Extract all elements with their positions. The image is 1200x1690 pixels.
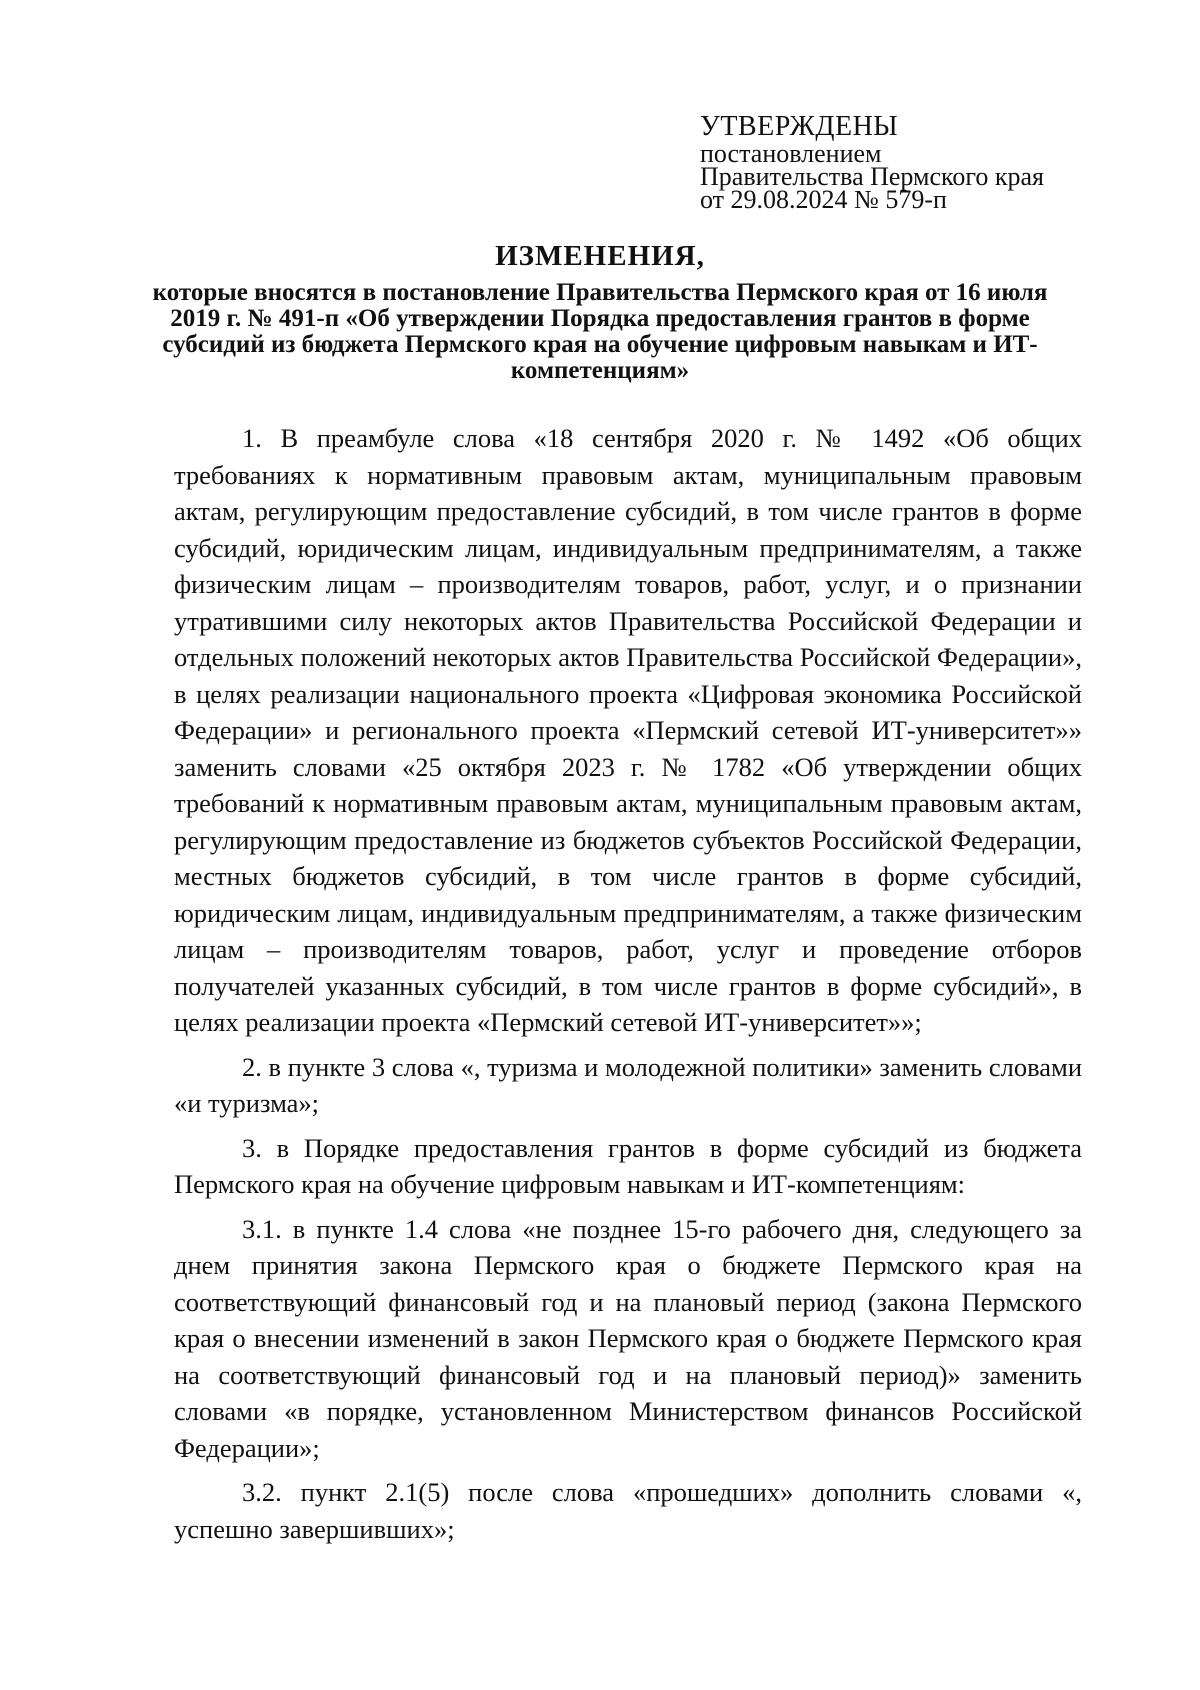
- approval-stamp: [700, 111, 1160, 214]
- document-title: ИЗМЕНЕНИЯ,: [495, 240, 705, 272]
- paragraph: 3. в Порядке предоставления грантов в форме субсидий из бюджета Пермского края на обучение цифровым навыкам и ИТ-компетенциям:: [174, 1132, 1082, 1199]
- paragraph: 3.1. в пункте 1.4 слова «не позднее 15-го рабочего дня, следующего за днем принятия закона Пермского края о бюджете Пермского края на соответствующий финансовый год и на плановый период (закона Пермского края о внесении изменений в закон Пермского края о бюджете Пермского края на соответствующий финансовый год и на плановый период)» заменить словами «в порядке, установленном Министерством финансов Российской Федерации»;: [174, 1213, 1082, 1463]
- paragraph: 2. в пункте 3 слова «, туризма и молодежной политики» заменить словами «и туризма»;: [174, 1051, 1082, 1118]
- approval-line: от 29.08.2024 № 579-п: [700, 185, 947, 214]
- paragraph: 1. В преамбуле слова «18 сентября 2020 г. № 1492 «Об общих требованиях к нормативным правовым актам, муниципальным правовым актам, регулирующим предоставление субсидий, в том числе грантов в форме субсидий, юридическим лицам, индивидуальным предпринимателям, а также физическим лицам – производителям товаров, работ, услуг, и о признании утратившими силу некоторых актов Правительства Российской Федерации и отдельных положений некоторых актов Правительства Российской Федерации», в целях реализации национального проекта «Цифровая экономика Российской Федерации» и регионального проекта «Пермский сетевой ИТ-университет»» заменить словами «25 октября 2023 г. № 1782 «Об утверждении общих требований к нормативным правовым актам, муниципальным правовым актам, регулирующим предоставление из бюджетов субъектов Российской Федерации, местных бюджетов субсидий, в том числе грантов в форме субсидий, юридическим лицам, индивидуальным предпринимателям, а также физическим лицам – производителям товаров, работ, услуг и проведение отборов получателей указанных субсидий, в том числе грантов в форме субсидий», в целях реализации проекта «Пермский сетевой ИТ-университет»»;: [174, 423, 1082, 1037]
- document-subtitle: которые вносятся в постановление Правительства Пермского края от 16 июля 2019 г. № 491-п «Об утверждении Порядка предоставления грантов в форме субсидий из бюджета Пермского края на обучение цифровым навыкам и ИТ-компетенциям»: [152, 279, 1048, 384]
- approval-line: постановлением: [700, 139, 882, 168]
- approval-line: Правительства Пермского края: [700, 162, 1044, 191]
- document-body: [174, 420, 1082, 1547]
- paragraph: 3.2. пункт 2.1(5) после слова «прошедших» дополнить словами «, успешно завершивших»;: [174, 1477, 1082, 1544]
- approval-heading: УТВЕРЖДЕНЫ: [700, 111, 899, 142]
